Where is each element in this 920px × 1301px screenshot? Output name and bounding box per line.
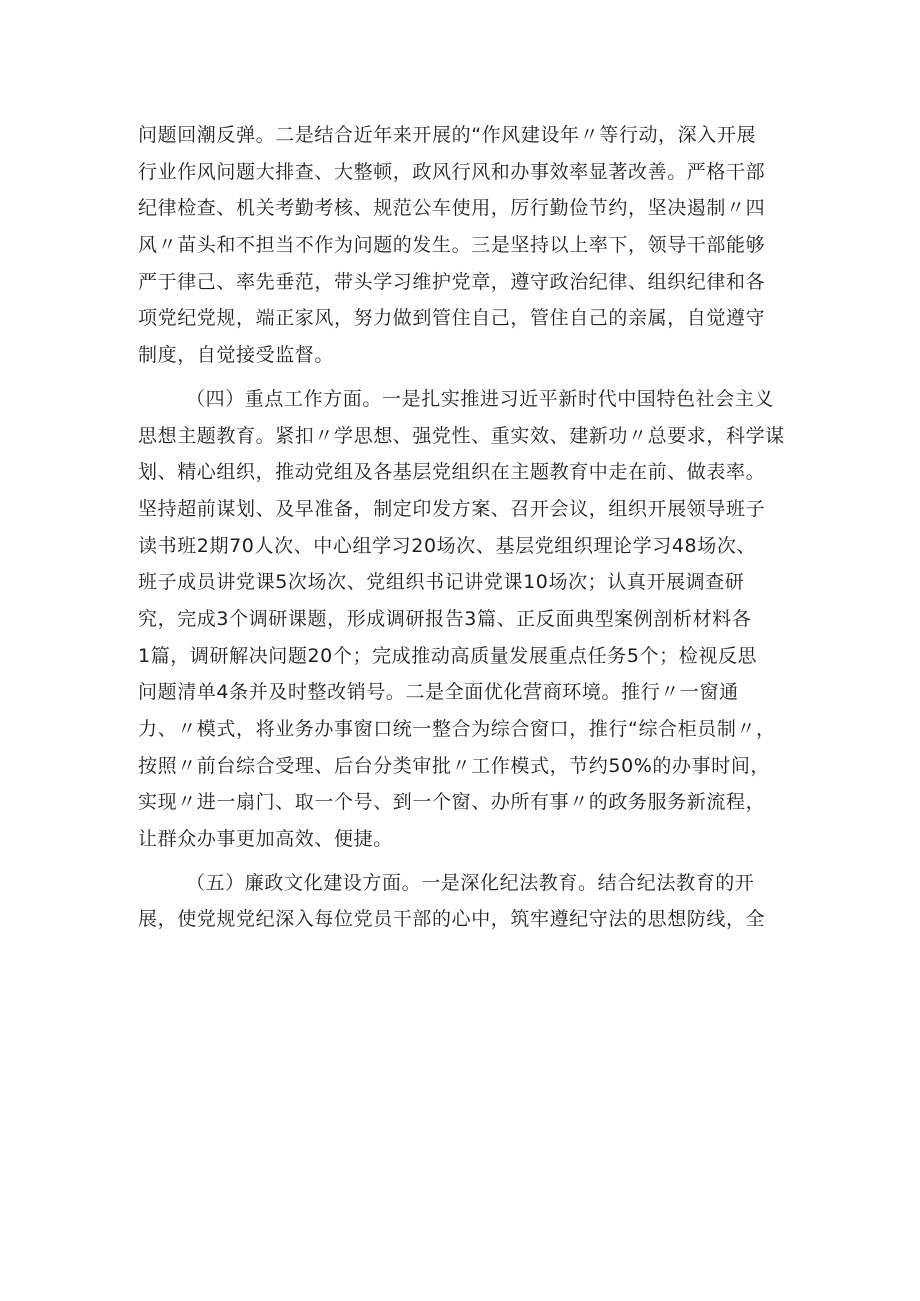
text-line: 制度，自觉接受监督。 (138, 344, 335, 367)
text-line: 让群众办事更加高效、便捷。 (138, 828, 393, 851)
text-line: 问题清单4条并及时整改销号。二是全面优化营商环境。推行〃一窗通 (138, 681, 739, 704)
text-line: 思想主题教育。紧扣〃学思想、强党性、重实效、建新功〃总要求，科学谋 (138, 424, 785, 447)
text-line: 1篇，调研解决问题20个；完成推动高质量发展重点任务5个；检视反思 (138, 644, 758, 667)
text-line: 严于律己、率先垂范，带头学习维护党章，遵守政治纪律、组织纪律和各 (138, 270, 766, 293)
text-line: 班子成员讲党课5次场次、党组织书记讲党课10场次；认真开展调查研 (138, 571, 745, 594)
text-line: 力、〃模式，将业务办事窗口统一整合为综合窗口，推行“综合柜员制〃， (138, 718, 776, 740)
text-line: 展，使党规党纪深入每位党员干部的心中，筑牢遵纪守法的思想防线，全 (138, 908, 766, 931)
text-line: 坚持超前谋划、及早准备，制定印发方案、召开会议，组织开展领导班子 (138, 497, 766, 520)
document-body (138, 117, 798, 938)
text-line: 风〃苗头和不担当不作为问题的发生。三是坚持以上率下，领导干部能够 (138, 234, 766, 257)
text-line: 行业作风问题大排查、大整顿，政风行风和办事效率显著改善。严格干部 (138, 160, 766, 183)
text-line: 读书班2期70人次、中心组学习20场次、基层党组织理论学习48场次、 (138, 534, 757, 557)
section-four-heading-line: （四）重点工作方面。一是扎实推进习近平新时代中国特色社会主义 (186, 387, 775, 410)
text-line: 按照〃前台综合受理、后台分类审批〃工作模式，节约50%的办事时间， (138, 754, 771, 777)
text-line: 纪律检查、机关考勤考核、规范公车使用，厉行勤俭节约，坚决遏制〃四 (138, 197, 766, 220)
text-line: 项党纪党规，端正家风，努力做到管住自己，管住自己的亲属，自觉遵守 (138, 307, 766, 330)
text-line: 问题回潮反弹。二是结合近年来开展的“作风建设年〃等行动，深入开展 (138, 124, 757, 146)
text-line: 划、精心组织，推动党组及各基层党组织在主题教育中走在前、做表率。 (138, 461, 766, 484)
text-line: 实现〃进一扇门、取一个号、到一个窗、办所有事〃的政务服务新流程， (138, 791, 766, 814)
section-five-heading-line: （五）廉政文化建设方面。一是深化纪法教育。结合纪法教育的开 (186, 871, 755, 894)
text-line: 究，完成3个调研课题，形成调研报告3篇、正反面典型案例剖析材料各 (138, 607, 752, 630)
